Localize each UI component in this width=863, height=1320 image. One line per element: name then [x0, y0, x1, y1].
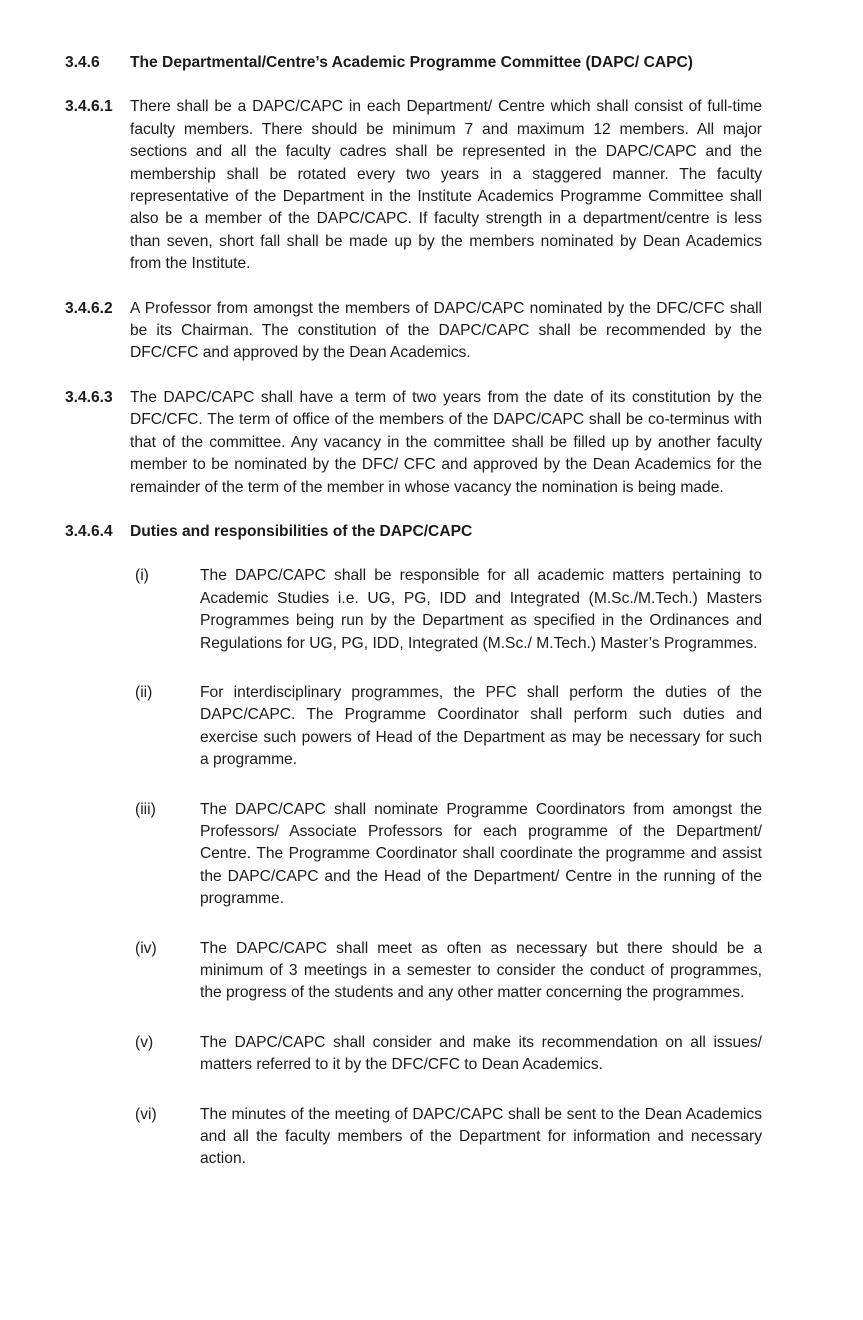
- clause-text: The DAPC/CAPC shall have a term of two years from the date of its constitution by the DFC/CFC. The term of office of the members of the DAPC/CAPC shall be co-terminus with that of the committee. Any vacancy in the committee shall be filled up by another faculty member to be nominated by the DFC/ CFC and approved by the Dean Academics for the remainder of the term of the member in whose vacancy the nomination is being made.: [130, 388, 762, 496]
- list-item: [135, 938, 762, 1005]
- list-marker: (iii): [135, 800, 156, 818]
- list-marker: (v): [135, 1033, 154, 1051]
- clause: [65, 387, 762, 499]
- clause: [65, 96, 762, 275]
- clause-number: 3.4.6.3: [65, 388, 113, 406]
- list-item-text: The DAPC/CAPC shall nominate Programme Coordinators from amongst the Professors/ Associate Professors for each programme of the Department/ Centre. The Programme Coordinator shall coordinate the programme and assist the DAPC/CAPC and the Head of the Department/ Centre in the running of the programme.: [200, 800, 762, 908]
- list-item-text: The DAPC/CAPC shall consider and make its recommendation on all issues/ matters referred to it by the DFC/CFC to Dean Academics.: [200, 1033, 762, 1074]
- list-item-text: The DAPC/CAPC shall meet as often as necessary but there should be a minimum of 3 meetings in a semester to consider the conduct of programmes, the progress of the students and any other matter concerning the programmes.: [200, 939, 762, 1002]
- list-marker: (ii): [135, 683, 153, 701]
- section-title: The Departmental/Centre’s Academic Programme Committee (DAPC/ CAPC): [130, 54, 693, 71]
- duties-number: 3.4.6.4: [65, 522, 113, 540]
- duties-heading: [65, 521, 762, 543]
- clause-number: 3.4.6.1: [65, 98, 113, 116]
- list-item-text: For interdisciplinary programmes, the PFC shall perform the duties of the DAPC/CAPC. The Programme Coordinator shall perform such duties and exercise such powers of Head of the Department as may be necessary for such a programme.: [200, 683, 762, 769]
- list-item: [135, 1104, 762, 1171]
- duties-title: Duties and responsibilities of the DAPC/CAPC: [130, 522, 473, 540]
- section-number: 3.4.6: [65, 54, 100, 71]
- list-marker: (i): [135, 567, 149, 585]
- clause: [65, 298, 762, 365]
- duties-list: [135, 565, 762, 1171]
- clause-text: A Professor from amongst the members of DAPC/CAPC nominated by the DFC/CFC shall be its Chairman. The constitution of the DAPC/CAPC shall be recommended by the DFC/CFC and approved by the Dean Academics.: [130, 299, 762, 362]
- list-item: [135, 682, 762, 772]
- clause-text: There shall be a DAPC/CAPC in each Department/ Centre which shall consist of full-time faculty members. There should be minimum 7 and maximum 12 members. All major sections and all the faculty cadres shall be represented in the DAPC/CAPC and the membership shall be rotated every two years in a staggered manner. The faculty representative of the Department in the Institute Academics Programme Committee shall also be a member of the DAPC/CAPC. If faculty strength in a department/centre is less than seven, short fall shall be made up by the members nominated by Dean Academics from the Institute.: [130, 98, 762, 273]
- section-heading: [65, 52, 762, 74]
- list-item-text: The DAPC/CAPC shall be responsible for all academic matters pertaining to Academic Studies i.e. UG, PG, IDD and Integrated (M.Sc./M.Tech.) Masters Programmes being run by the Department as specified in the Ordinances and Regulations for UG, PG, IDD, Integrated (M.Sc./ M.Tech.) Master’s Programmes.: [200, 567, 762, 652]
- list-marker: (vi): [135, 1105, 157, 1123]
- clause-number: 3.4.6.2: [65, 299, 113, 317]
- list-item: [135, 799, 762, 911]
- list-item: [135, 1032, 762, 1077]
- list-item-text: The minutes of the meeting of DAPC/CAPC shall be sent to the Dean Academics and all the faculty members of the Department for information and necessary action.: [200, 1105, 762, 1168]
- list-marker: (iv): [135, 939, 157, 957]
- list-item: [135, 565, 762, 655]
